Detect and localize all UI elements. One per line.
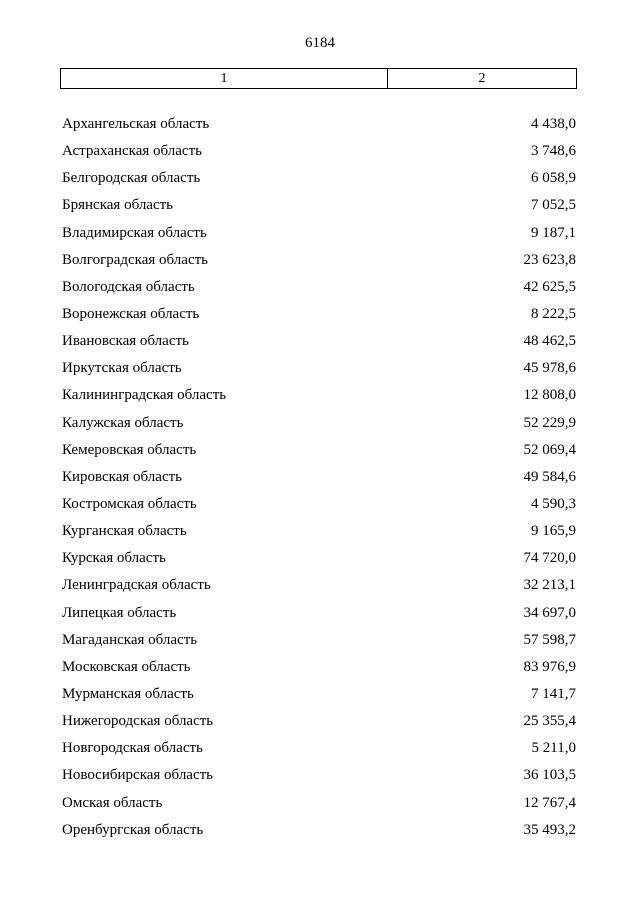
region-name: Архангельская область	[62, 116, 210, 132]
region-name: Калужская область	[62, 414, 184, 431]
region-value: 12 808,0	[523, 387, 576, 404]
region-name: Магаданская область	[62, 631, 198, 648]
table-row	[0, 223, 640, 250]
table-row	[0, 304, 640, 331]
region-name: Вологодская область	[62, 278, 195, 295]
region-name: Ленинградская область	[62, 577, 211, 594]
region-name: Оренбургская область	[62, 821, 204, 838]
table-row	[0, 277, 640, 304]
region-name: Брянская область	[62, 197, 174, 214]
region-value: 34 697,0	[523, 604, 576, 621]
region-value: 8 222,5	[531, 305, 576, 322]
region-value: 52 069,4	[523, 441, 576, 458]
table-row	[0, 494, 640, 521]
region-value: 9 187,1	[531, 224, 576, 241]
region-value: 35 493,2	[523, 821, 576, 838]
table-row	[0, 684, 640, 711]
region-name: Курганская область	[62, 523, 187, 540]
table-row	[0, 575, 640, 602]
region-name: Волгоградская область	[62, 251, 208, 268]
region-value: 3 748,6	[531, 143, 576, 160]
region-name: Новгородская область	[62, 740, 203, 757]
region-value: 48 462,5	[523, 333, 576, 350]
region-value: 45 978,6	[523, 360, 576, 377]
table-row	[0, 793, 640, 820]
table-row	[0, 548, 640, 575]
region-name: Омская область	[62, 794, 163, 811]
region-name: Липецкая область	[62, 604, 177, 621]
table-row	[0, 738, 640, 765]
table-row	[0, 711, 640, 738]
region-value: 25 355,4	[523, 713, 576, 730]
region-value: 83 976,9	[523, 658, 576, 675]
region-name: Нижегородская область	[62, 713, 214, 730]
region-value: 32 213,1	[523, 577, 576, 594]
table-row	[0, 141, 640, 168]
table-row	[0, 820, 640, 847]
region-value: 12 767,4	[523, 794, 576, 811]
region-value: 36 103,5	[523, 767, 576, 784]
region-name: Иркутская область	[62, 360, 182, 377]
region-value: 4 590,3	[531, 495, 576, 512]
region-value: 7 052,5	[531, 197, 576, 214]
region-name: Кировская область	[62, 468, 183, 485]
table-row	[0, 603, 640, 630]
header-col-2: 2	[478, 70, 486, 86]
region-value: 7 141,7	[531, 685, 576, 702]
table-row	[0, 765, 640, 792]
region-name: Курская область	[62, 550, 166, 567]
region-name: Новосибирская область	[62, 767, 214, 784]
page-number: 6184	[305, 35, 335, 51]
table-row	[0, 358, 640, 385]
table-row	[0, 385, 640, 412]
region-value: 9 165,9	[531, 523, 576, 540]
table-row	[0, 195, 640, 222]
region-name: Костромская область	[62, 495, 197, 512]
region-value: 52 229,9	[523, 414, 576, 431]
region-name: Владимирская область	[62, 224, 207, 241]
region-value: 5 211,0	[531, 740, 576, 757]
table-row	[0, 114, 640, 141]
table-row	[0, 467, 640, 494]
header-col-1: 1	[61, 69, 388, 88]
table-body	[0, 114, 640, 847]
region-name: Астраханская область	[62, 143, 202, 160]
region-name: Ивановская область	[62, 333, 189, 350]
table-row	[0, 331, 640, 358]
table-row	[0, 413, 640, 440]
region-name: Белгородская область	[62, 170, 201, 187]
region-name: Кемеровская область	[62, 441, 197, 458]
region-name: Воронежская область	[62, 305, 200, 322]
table-row	[0, 168, 640, 195]
table-header	[60, 68, 577, 89]
region-value: 42 625,5	[523, 278, 576, 295]
region-value: 6 058,9	[531, 170, 576, 187]
region-name: Калининградская область	[62, 387, 227, 404]
region-value: 74 720,0	[523, 550, 576, 567]
table-row	[0, 440, 640, 467]
region-value: 57 598,7	[523, 631, 576, 648]
region-name: Мурманская область	[62, 685, 194, 702]
table-row	[0, 521, 640, 548]
region-value: 49 584,6	[523, 468, 576, 485]
table-row	[0, 630, 640, 657]
region-value: 4 438,0	[531, 116, 576, 132]
table-row	[0, 657, 640, 684]
region-name: Московская область	[62, 658, 191, 675]
region-value: 23 623,8	[523, 251, 576, 268]
table-row	[0, 250, 640, 277]
